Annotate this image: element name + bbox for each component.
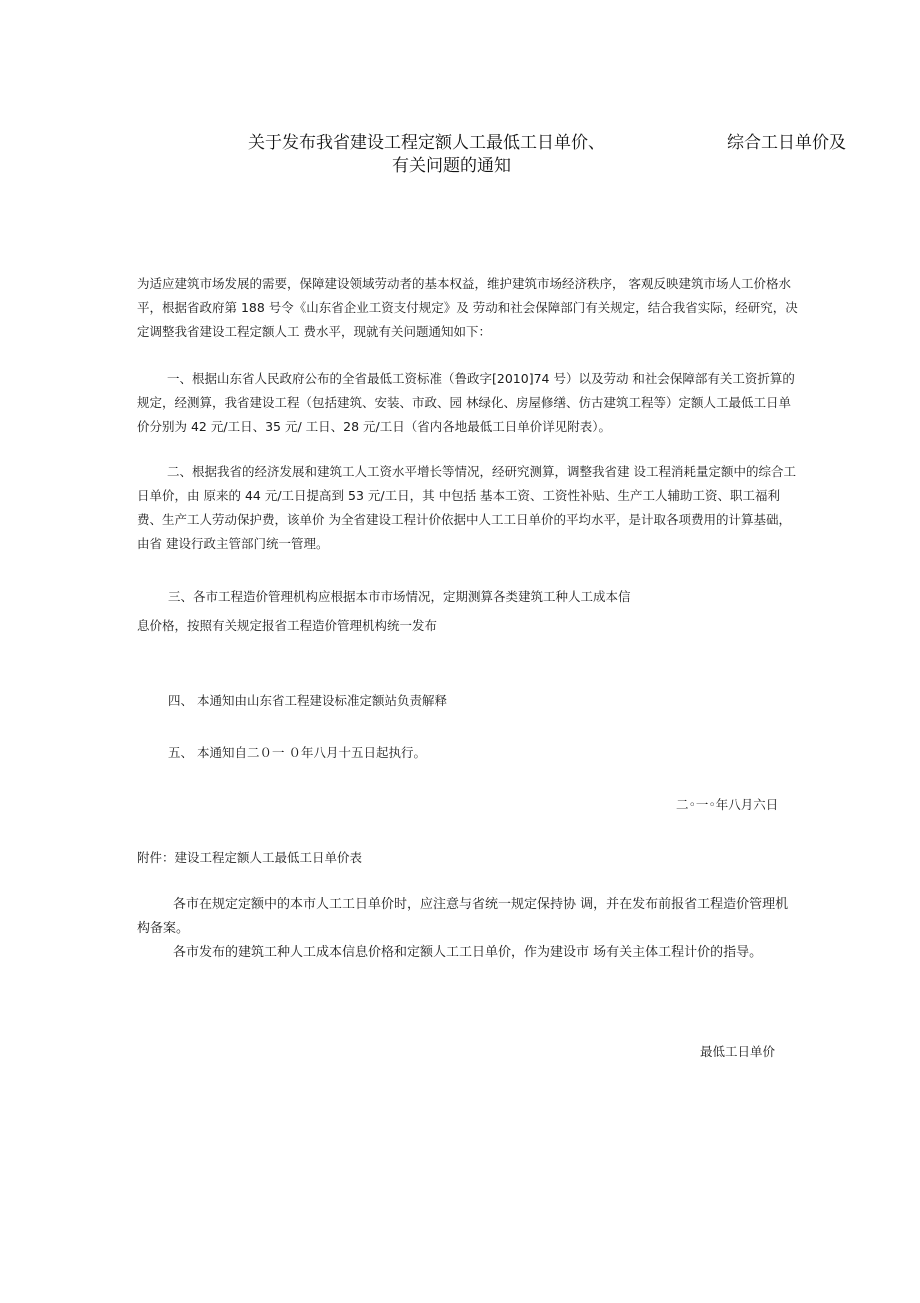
item-1-paragraph: 一、根据山东省人民政府公布的全省最低工资标准（鲁政字[2010]74 号）以及劳动 和社会保障部有关工资折算的规定，经测算，我省建设工程（包括建筑、安装、市政、园 林绿化、房屋修缮、仿古建筑工程等）定额人工最低工日单价分别为 42 元/工日、35 元/ 工日、28 元/工日（省内各地最低工日单价详见附表）。 — [137, 371, 795, 434]
title-line1-part1: 关于发布我省建设工程定额人工最低工日单价、 — [248, 133, 605, 153]
attachment-line: 附件：建设工程定额人工最低工日单价表 — [137, 850, 363, 865]
note-1-paragraph: 各市在规定定额中的本市人工工日单价时，应注意与省统一规定保持协 调，并在发布前报省工程造价管理机构备案。 — [137, 897, 789, 936]
note-2-paragraph: 各市发布的建筑工种人工成本信息价格和定额人工工日单价，作为建设市 场有关主体工程计价的指导。 — [173, 945, 763, 960]
item-3-line2: 息价格，按照有关规定报省工程造价管理机构统一发布 — [137, 618, 438, 633]
document-date: 二◦一◦年八月六日 — [676, 797, 779, 812]
item-5-paragraph: 五、 本通知自二０一 ０年八月十五日起执行。 — [168, 745, 426, 760]
intro-paragraph: 为适应建筑市场发展的需要，保障建设领域劳动者的基本权益，维护建筑市场经济秩序， 客观反映建筑市场人工价格水平，根据省政府第 188 号令《山东省企业工资支付规定》及 劳动和社会保障部门有关规定，结合我省实际，经研究，决定调整我省建设工程定额人工 费水平，现就有关问题通知如下： — [137, 276, 798, 339]
title-line1-part2: 综合工日单价及 — [727, 133, 846, 153]
item-4-paragraph: 四、 本通知由山东省工程建设标准定额站负责解释 — [168, 693, 447, 708]
footer-label: 最低工日单价 — [700, 1044, 776, 1059]
item-2-paragraph: 二、根据我省的经济发展和建筑工人工资水平增长等情况，经研究测算，调整我省建 设工程消耗量定额中的综合工日单价，由 原来的 44 元/工日提高到 53 元/工日，其 中包括 基本工资、工资性补贴、生产工人辅助工资、职工福利费、生产工人劳动保护费，该单价 为全省建设工程计价依据中人工工日单价的平均水平，是计取各项费用的计算基础，由省 建设行政主管部门统一管理。 — [137, 464, 796, 551]
title-line2: 有关问题的通知 — [392, 156, 511, 176]
item-3-line1: 三、各市工程造价管理机构应根据本市市场情况，定期测算各类建筑工种人工成本信 — [168, 589, 631, 604]
